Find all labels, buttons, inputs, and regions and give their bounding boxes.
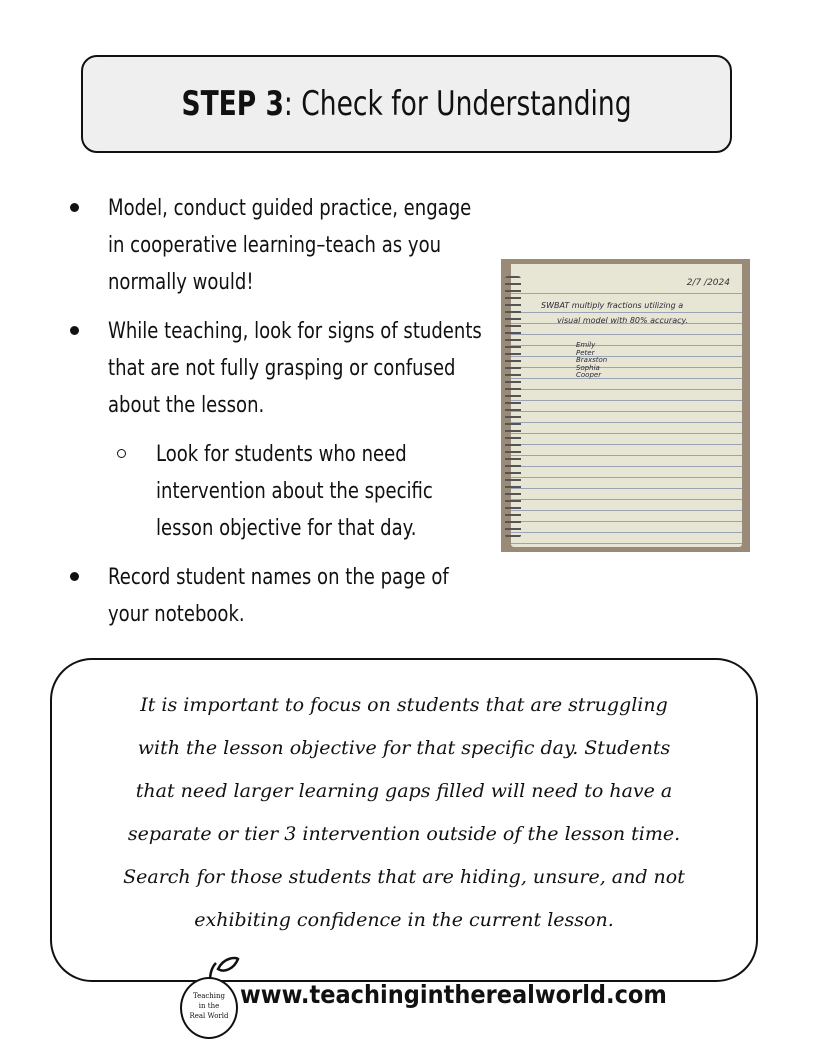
bullet-item bbox=[62, 559, 482, 633]
logo-line: Teaching bbox=[192, 992, 226, 1000]
sub-bullet-item bbox=[62, 436, 482, 547]
bullet-list bbox=[62, 190, 482, 645]
note-text bbox=[52, 684, 756, 942]
notebook-date: 2/7 /2024 bbox=[686, 278, 730, 288]
note-line: with the lesson objective for that specific day. Students bbox=[137, 737, 671, 759]
notebook-names bbox=[576, 342, 607, 380]
logo-line: Real World bbox=[189, 1012, 229, 1020]
bullet-item bbox=[62, 190, 482, 301]
note-line: It is important to focus on students that are struggling bbox=[140, 694, 668, 716]
notebook-photo bbox=[501, 259, 750, 552]
notebook-name: Sophia bbox=[576, 363, 600, 372]
notebook-page bbox=[511, 264, 742, 547]
notebook-name: Peter bbox=[576, 348, 595, 357]
logo-text bbox=[180, 991, 238, 1021]
note-line: Search for those students that are hiding, unsure, and not bbox=[123, 866, 685, 888]
notebook-objective-line-2: visual model with 80% accuracy. bbox=[557, 316, 689, 325]
title-box bbox=[81, 55, 732, 153]
title-step: STEP 3 bbox=[181, 84, 284, 124]
notebook-name: Cooper bbox=[576, 371, 602, 379]
bullet-dot-icon bbox=[70, 326, 79, 335]
spiral-binding bbox=[505, 276, 521, 538]
bullet-dot-icon bbox=[70, 203, 79, 212]
sub-bullet-text: Look for students who need intervention about the specific lesson objective for that day. bbox=[156, 442, 433, 541]
bullet-dot-icon bbox=[70, 572, 79, 581]
notebook-name: Emily bbox=[576, 341, 596, 349]
bullet-item bbox=[62, 313, 482, 424]
bullet-text: Record student names on the page of your notebook. bbox=[108, 565, 449, 627]
website-url: www.teachingintherealworld.com bbox=[240, 980, 667, 1009]
page-title bbox=[181, 84, 631, 124]
bullet-ring-icon bbox=[117, 449, 126, 458]
logo-line: in the bbox=[198, 1002, 220, 1010]
notebook-objective-line-1: SWBAT multiply fractions utilizing a bbox=[541, 301, 684, 310]
note-box bbox=[50, 658, 758, 982]
note-line: exhibiting confidence in the current lesson. bbox=[194, 909, 614, 931]
note-line: separate or tier 3 intervention outside of the lesson time. bbox=[127, 823, 681, 845]
apple-logo bbox=[180, 955, 240, 1043]
note-line: that need larger learning gaps filled will need to have a bbox=[135, 780, 673, 802]
bullet-text: Model, conduct guided practice, engage in cooperative learning–teach as you normally would! bbox=[108, 196, 472, 295]
title-text: : Check for Understanding bbox=[283, 84, 632, 124]
bullet-text: While teaching, look for signs of students that are not fully grasping or confused about the lesson. bbox=[108, 319, 482, 418]
notebook-name: Braxston bbox=[576, 356, 608, 364]
